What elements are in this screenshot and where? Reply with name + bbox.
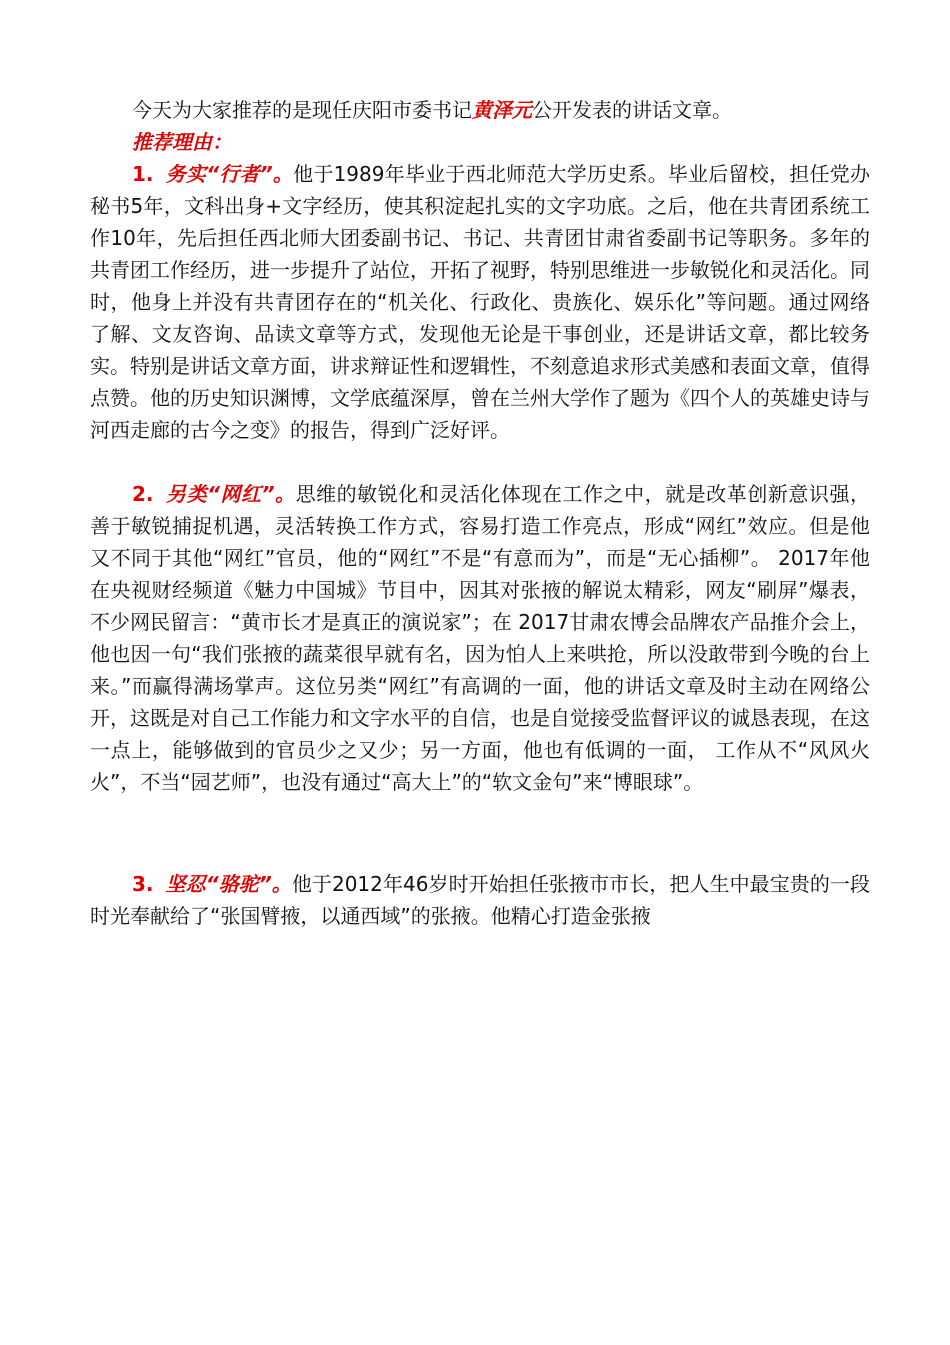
section-paragraph-1 xyxy=(90,158,870,446)
section-3-heading: 坚忍“骆驼”。 xyxy=(165,872,292,896)
section-paragraph-3 xyxy=(90,868,870,932)
intro-paragraph xyxy=(90,94,870,126)
highlighted-name: 黄泽元 xyxy=(472,98,532,122)
intro-text-before: 今天为大家推荐的是现任庆阳市委书记 xyxy=(132,98,472,122)
section-3-body: 他于2012年46岁时开始担任张掖市市长，把人生中最宝贵的一段时光奉献给了“张国臂掖，以通西域”的张掖。他精心打造金张掖 xyxy=(90,872,870,928)
section-3-lead xyxy=(132,872,292,896)
reason-title: 推荐理由： xyxy=(132,130,232,154)
section-3-number: 3. xyxy=(132,872,154,896)
section-2-lead xyxy=(132,482,296,506)
intro-text-after: 公开发表的讲话文章。 xyxy=(532,98,732,122)
section-1-body: 他于1989年毕业于西北师范大学历史系。毕业后留校，担任党办秘书5年，文科出身+文字经历，使其积淀起扎实的文字功底。之后，他在共青团系统工作10年，先后担任西北师大团委副书记、书记、共青团甘肃省委副书记等职务。多年的共青团工作经历，进一步提升了站位，开拓了视野，特别思维进一步敏锐化和灵活化。同时，他身上并没有共青团存在的“机关化、行政化、贵族化、娱乐化”等问题。通过网络了解、文友咨询、品读文章等方式，发现他无论是干事创业，还是讲话文章，都比较务实。特别是讲话文章方面，讲求辩证性和逻辑性，不刻意追求形式美感和表面文章，值得点赞。他的历史知识渊博，文学底蕴深厚，曾在兰州大学作了题为《四个人的英雄史诗与河西走廊的古今之变》的报告，得到广泛好评。 xyxy=(90,162,870,442)
section-1-heading: 务实“行者”。 xyxy=(165,162,294,186)
section-1-number: 1. xyxy=(132,162,154,186)
section-2-number: 2. xyxy=(132,482,154,506)
section-2-body: 思维的敏锐化和灵活化体现在工作之中，就是改革创新意识强，善于敏锐捕捉机遇，灵活转换工作方式，容易打造工作亮点，形成“网红”效应。但是他又不同于其他“网红”官员，他的“网红”不是“有意而为”，而是“无心插柳”。 2017年他在央视财经频道《魅力中国城》节目中，因其对张掖的解说太精彩，网友“刷屏”爆表，不少网民留言：“黄市长才是真正的演说家”；在 2017甘肃农博会品牌农产品推介会上，他也因一句“我们张掖的蔬菜很早就有名，因为怕人上来哄抢，所以没敢带到今晚的台上来。”而赢得满场掌声。这位另类“网红”有高调的一面，他的讲话文章及时主动在网络公开，这既是对自己工作能力和文字水平的自信，也是自觉接受监督评议的诚恳表现，在这一点上，能够做到的官员少之又少；另一方面，他也有低调的一面， 工作从不“风风火火”，不当“园艺师”，也没有通过“高大上”的“软文金句”来“博眼球”。 xyxy=(90,482,871,794)
section-1-lead xyxy=(132,162,293,186)
section-2-heading: 另类“网红”。 xyxy=(165,482,296,506)
section-paragraph-2 xyxy=(90,478,870,798)
